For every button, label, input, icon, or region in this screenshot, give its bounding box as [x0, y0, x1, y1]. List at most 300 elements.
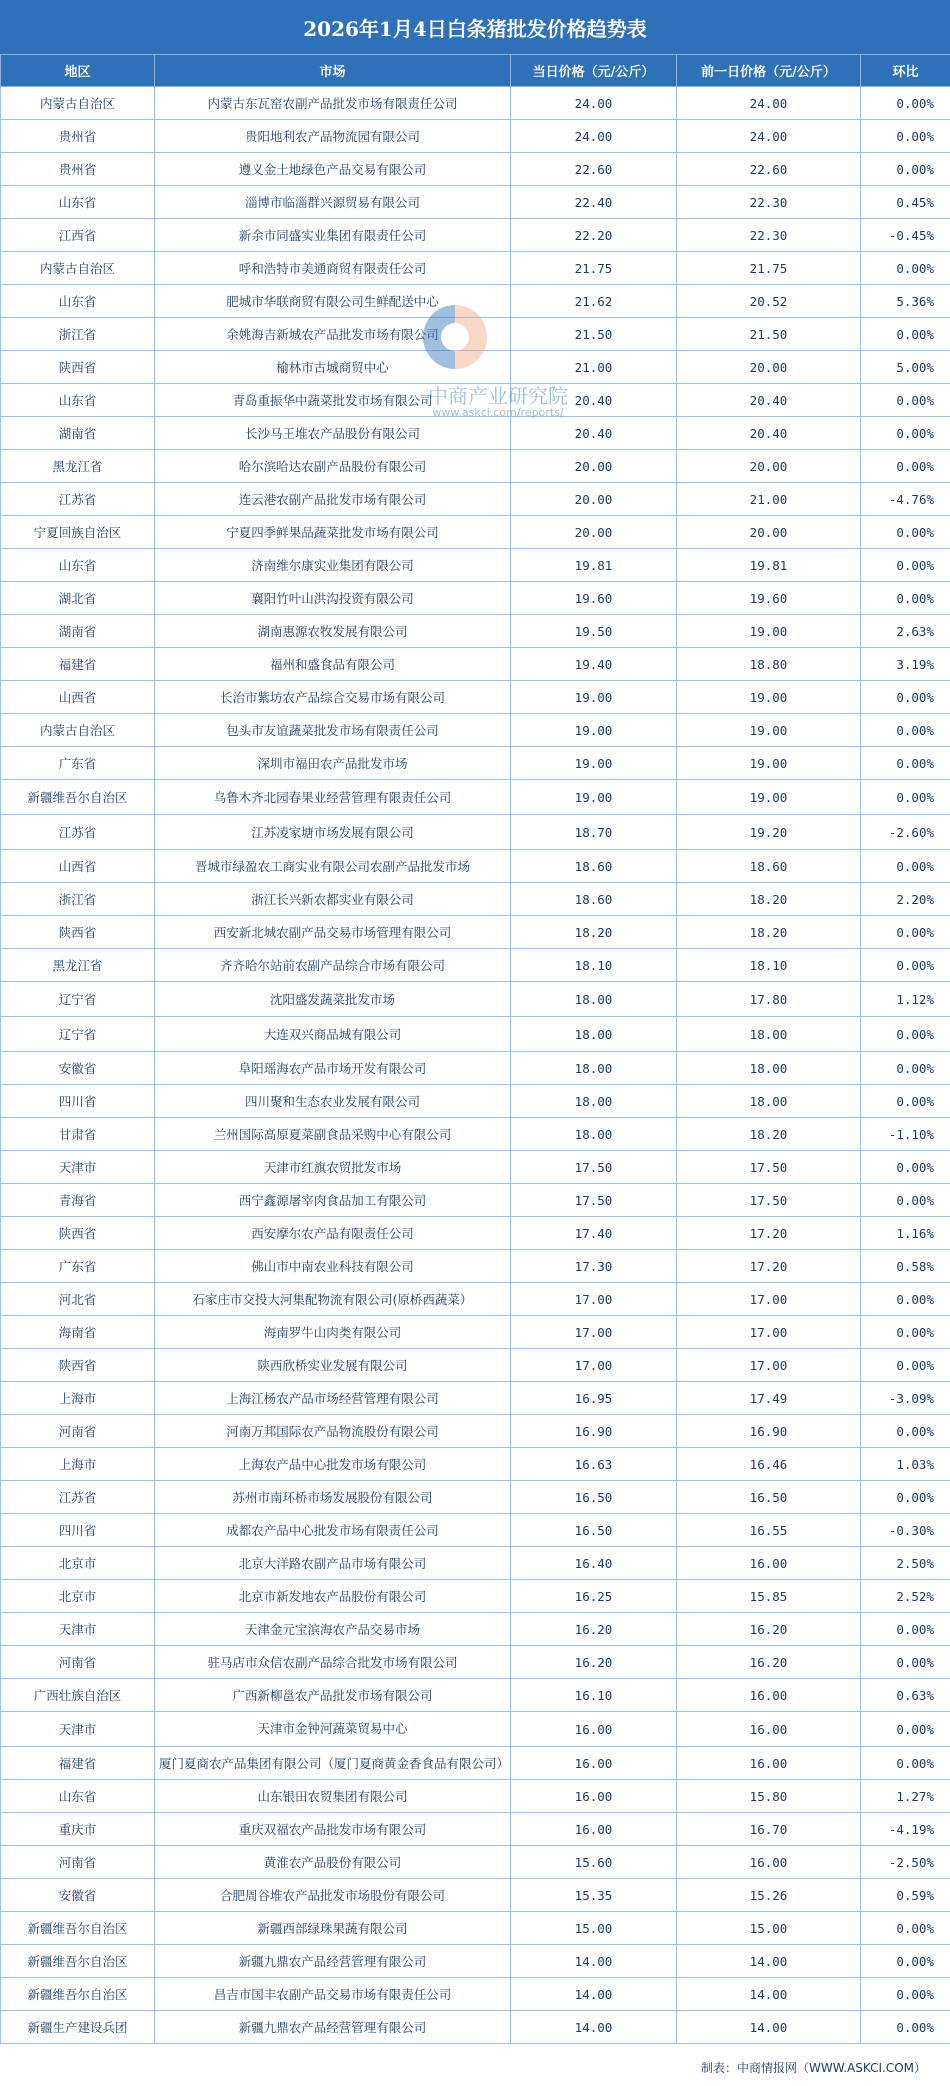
table-row [1, 1547, 950, 1580]
table-row [1, 483, 950, 516]
market-cell: 新余市同盛实业集团有限责任公司 [155, 219, 511, 252]
current-price-cell: 18.00 [511, 982, 677, 1017]
change-cell: -4.76% [861, 483, 950, 516]
previous-price-cell: 14.00 [677, 1945, 861, 1978]
region-cell: 广东省 [1, 747, 155, 780]
header-previous-price: 前一日价格（元/公斤） [677, 55, 861, 87]
change-cell: 0.00% [861, 949, 950, 982]
current-price-cell: 19.40 [511, 648, 677, 681]
current-price-cell: 21.50 [511, 318, 677, 351]
market-cell: 苏州市南环桥市场发展股份有限公司 [155, 1481, 511, 1514]
current-price-cell: 14.00 [511, 1945, 677, 1978]
previous-price-cell: 16.00 [677, 1747, 861, 1780]
region-cell: 山东省 [1, 1780, 155, 1813]
change-cell: 0.00% [861, 318, 950, 351]
previous-price-cell: 16.20 [677, 1613, 861, 1646]
previous-price-cell: 18.00 [677, 1052, 861, 1085]
current-price-cell: 19.00 [511, 780, 677, 815]
previous-price-cell: 16.00 [677, 1679, 861, 1712]
current-price-cell: 17.40 [511, 1217, 677, 1250]
region-cell: 天津市 [1, 1613, 155, 1646]
market-cell: 上海农产品中心批发市场有限公司 [155, 1448, 511, 1481]
market-cell: 湖南惠源农牧发展有限公司 [155, 615, 511, 648]
market-cell: 新疆九鼎农产品经营管理有限公司 [155, 2011, 511, 2044]
current-price-cell: 17.50 [511, 1184, 677, 1217]
market-cell: 济南维尔康实业集团有限公司 [155, 549, 511, 582]
table-row [1, 916, 950, 949]
market-cell: 西宁鑫源屠宰肉食品加工有限公司 [155, 1184, 511, 1217]
market-cell: 贵阳地利农产品物流园有限公司 [155, 120, 511, 153]
previous-price-cell: 16.55 [677, 1514, 861, 1547]
table-row [1, 351, 950, 384]
previous-price-cell: 21.00 [677, 483, 861, 516]
market-cell: 包头市友谊蔬菜批发市场有限责任公司 [155, 714, 511, 747]
header-change: 环比 [861, 55, 950, 87]
current-price-cell: 19.50 [511, 615, 677, 648]
market-cell: 昌吉市国丰农副产品交易市场有限责任公司 [155, 1978, 511, 2011]
previous-price-cell: 20.00 [677, 351, 861, 384]
current-price-cell: 16.50 [511, 1514, 677, 1547]
previous-price-cell: 19.00 [677, 714, 861, 747]
market-cell: 福州和盛食品有限公司 [155, 648, 511, 681]
region-cell: 陕西省 [1, 916, 155, 949]
previous-price-cell: 18.60 [677, 850, 861, 883]
change-cell: 0.45% [861, 186, 950, 219]
region-cell: 新疆维吾尔自治区 [1, 1978, 155, 2011]
table-row [1, 1646, 950, 1679]
market-cell: 青岛重振华中蔬菜批发市场有限公司 [155, 384, 511, 417]
change-cell: 0.63% [861, 1679, 950, 1712]
region-cell: 安徽省 [1, 1879, 155, 1912]
market-cell: 余姚海吉新城农产品批发市场有限公司 [155, 318, 511, 351]
region-cell: 安徽省 [1, 1052, 155, 1085]
current-price-cell: 15.35 [511, 1879, 677, 1912]
change-cell: 0.00% [861, 1283, 950, 1316]
market-cell: 大连双兴商品城有限公司 [155, 1017, 511, 1052]
change-cell: 0.00% [861, 747, 950, 780]
previous-price-cell: 16.46 [677, 1448, 861, 1481]
current-price-cell: 20.40 [511, 384, 677, 417]
current-price-cell: 18.20 [511, 916, 677, 949]
region-cell: 贵州省 [1, 120, 155, 153]
market-cell: 长沙马王堆农产品股份有限公司 [155, 417, 511, 450]
header-market: 市场 [155, 55, 511, 87]
previous-price-cell: 14.00 [677, 2011, 861, 2044]
change-cell: -0.45% [861, 219, 950, 252]
previous-price-cell: 18.00 [677, 1017, 861, 1052]
previous-price-cell: 20.40 [677, 417, 861, 450]
current-price-cell: 22.20 [511, 219, 677, 252]
table-row [1, 285, 950, 318]
market-cell: 深圳市福田农产品批发市场 [155, 747, 511, 780]
market-cell: 成都农产品中心批发市场有限责任公司 [155, 1514, 511, 1547]
table-row [1, 450, 950, 483]
market-cell: 遵义金土地绿色产品交易有限公司 [155, 153, 511, 186]
market-cell: 驻马店市众信农副产品综合批发市场有限公司 [155, 1646, 511, 1679]
current-price-cell: 17.50 [511, 1151, 677, 1184]
watermark-url: www.askci.com/reports/ [432, 406, 564, 419]
region-cell: 宁夏回族自治区 [1, 516, 155, 549]
market-cell: 上海江杨农产品市场经营管理有限公司 [155, 1382, 511, 1415]
change-cell: 1.12% [861, 982, 950, 1017]
table-row [1, 1613, 950, 1646]
region-cell: 贵州省 [1, 153, 155, 186]
previous-price-cell: 16.00 [677, 1712, 861, 1747]
current-price-cell: 20.40 [511, 417, 677, 450]
table-row [1, 1580, 950, 1613]
change-cell: 0.00% [861, 1184, 950, 1217]
market-cell: 新疆九鼎农产品经营管理有限公司 [155, 1945, 511, 1978]
region-cell: 山东省 [1, 285, 155, 318]
region-cell: 天津市 [1, 1712, 155, 1747]
change-cell: 0.00% [861, 1017, 950, 1052]
table-row [1, 982, 950, 1017]
previous-price-cell: 19.00 [677, 780, 861, 815]
change-cell: 0.00% [861, 384, 950, 417]
current-price-cell: 17.30 [511, 1250, 677, 1283]
market-cell: 山东银田农贸集团有限公司 [155, 1780, 511, 1813]
market-cell: 西安摩尔农产品有限责任公司 [155, 1217, 511, 1250]
change-cell: 3.19% [861, 648, 950, 681]
previous-price-cell: 20.00 [677, 450, 861, 483]
table-row [1, 1813, 950, 1846]
table-row [1, 219, 950, 252]
region-cell: 天津市 [1, 1151, 155, 1184]
change-cell: -4.19% [861, 1813, 950, 1846]
current-price-cell: 19.00 [511, 681, 677, 714]
previous-price-cell: 16.00 [677, 1846, 861, 1879]
previous-price-cell: 17.49 [677, 1382, 861, 1415]
market-cell: 连云港农副产品批发市场有限公司 [155, 483, 511, 516]
table-row [1, 252, 950, 285]
table-row [1, 2011, 950, 2044]
current-price-cell: 14.00 [511, 2011, 677, 2044]
current-price-cell: 18.10 [511, 949, 677, 982]
table-row [1, 1679, 950, 1712]
current-price-cell: 21.00 [511, 351, 677, 384]
table-row [1, 582, 950, 615]
change-cell: 0.00% [861, 1349, 950, 1382]
table-row [1, 1945, 950, 1978]
market-cell: 陕西欣桥实业发展有限公司 [155, 1349, 511, 1382]
region-cell: 上海市 [1, 1382, 155, 1415]
market-cell: 天津市金钟河蔬菜贸易中心 [155, 1712, 511, 1747]
table-row [1, 1052, 950, 1085]
market-cell: 淄博市临淄群兴源贸易有限公司 [155, 186, 511, 219]
header-row [1, 55, 950, 87]
market-cell: 哈尔滨哈达农副产品股份有限公司 [155, 450, 511, 483]
previous-price-cell: 17.00 [677, 1283, 861, 1316]
current-price-cell: 19.00 [511, 714, 677, 747]
previous-price-cell: 16.90 [677, 1415, 861, 1448]
previous-price-cell: 18.20 [677, 1118, 861, 1151]
current-price-cell: 16.50 [511, 1481, 677, 1514]
previous-price-cell: 18.20 [677, 916, 861, 949]
market-cell: 肥城市华联商贸有限公司生鲜配送中心 [155, 285, 511, 318]
region-cell: 上海市 [1, 1448, 155, 1481]
current-price-cell: 18.60 [511, 883, 677, 916]
table-row [1, 1250, 950, 1283]
table-row [1, 714, 950, 747]
current-price-cell: 16.95 [511, 1382, 677, 1415]
current-price-cell: 16.63 [511, 1448, 677, 1481]
market-cell: 襄阳竹叶山洪沟投资有限公司 [155, 582, 511, 615]
market-cell: 四川聚和生态农业发展有限公司 [155, 1085, 511, 1118]
table-row [1, 681, 950, 714]
region-cell: 福建省 [1, 1747, 155, 1780]
region-cell: 新疆生产建设兵团 [1, 2011, 155, 2044]
previous-price-cell: 18.10 [677, 949, 861, 982]
change-cell: 0.00% [861, 582, 950, 615]
table-row [1, 120, 950, 153]
change-cell: 0.00% [861, 1945, 950, 1978]
market-cell: 内蒙古东瓦窑农副产品批发市场有限责任公司 [155, 87, 511, 120]
region-cell: 北京市 [1, 1580, 155, 1613]
market-cell: 天津金元宝滨海农产品交易市场 [155, 1613, 511, 1646]
previous-price-cell: 19.60 [677, 582, 861, 615]
change-cell: 0.00% [861, 1085, 950, 1118]
region-cell: 浙江省 [1, 318, 155, 351]
region-cell: 河南省 [1, 1646, 155, 1679]
current-price-cell: 16.10 [511, 1679, 677, 1712]
market-cell: 榆林市古城商贸中心 [155, 351, 511, 384]
region-cell: 山西省 [1, 850, 155, 883]
region-cell: 陕西省 [1, 1349, 155, 1382]
change-cell: 0.00% [861, 450, 950, 483]
current-price-cell: 18.00 [511, 1052, 677, 1085]
previous-price-cell: 18.00 [677, 1085, 861, 1118]
previous-price-cell: 16.50 [677, 1481, 861, 1514]
table-row [1, 87, 950, 120]
previous-price-cell: 17.20 [677, 1250, 861, 1283]
current-price-cell: 17.00 [511, 1316, 677, 1349]
region-cell: 湖北省 [1, 582, 155, 615]
region-cell: 江苏省 [1, 815, 155, 850]
current-price-cell: 16.20 [511, 1613, 677, 1646]
table-row [1, 1184, 950, 1217]
market-cell: 晋城市绿盈农工商实业有限公司农副产品批发市场 [155, 850, 511, 883]
current-price-cell: 20.00 [511, 516, 677, 549]
table-row [1, 850, 950, 883]
change-cell: 0.00% [861, 252, 950, 285]
current-price-cell: 22.60 [511, 153, 677, 186]
current-price-cell: 18.00 [511, 1118, 677, 1151]
market-cell: 呼和浩特市美通商贸有限责任公司 [155, 252, 511, 285]
change-cell: 0.00% [861, 681, 950, 714]
table-row [1, 186, 950, 219]
change-cell: 0.00% [861, 1316, 950, 1349]
market-cell: 江苏凌家塘市场发展有限公司 [155, 815, 511, 850]
current-price-cell: 19.60 [511, 582, 677, 615]
change-cell: 0.00% [861, 87, 950, 120]
header-region: 地区 [1, 55, 155, 87]
region-cell: 青海省 [1, 1184, 155, 1217]
previous-price-cell: 20.40 [677, 384, 861, 417]
region-cell: 江西省 [1, 219, 155, 252]
change-cell: -0.30% [861, 1514, 950, 1547]
previous-price-cell: 21.50 [677, 318, 861, 351]
table-row [1, 1316, 950, 1349]
region-cell: 湖南省 [1, 417, 155, 450]
region-cell: 河北省 [1, 1283, 155, 1316]
current-price-cell: 16.00 [511, 1712, 677, 1747]
previous-price-cell: 15.80 [677, 1780, 861, 1813]
change-cell: -1.10% [861, 1118, 950, 1151]
change-cell: 0.00% [861, 1912, 950, 1945]
table-row [1, 417, 950, 450]
table-row [1, 883, 950, 916]
table-row [1, 815, 950, 850]
table-row [1, 549, 950, 582]
table-row [1, 1085, 950, 1118]
change-cell: 0.00% [861, 1151, 950, 1184]
table-row [1, 516, 950, 549]
table-row [1, 1712, 950, 1747]
market-cell: 重庆双福农产品批发市场有限公司 [155, 1813, 511, 1846]
table-row [1, 949, 950, 982]
previous-price-cell: 17.00 [677, 1316, 861, 1349]
market-cell: 齐齐哈尔站前农副产品综合市场有限公司 [155, 949, 511, 982]
table-body [1, 87, 950, 2044]
table-row [1, 615, 950, 648]
previous-price-cell: 19.81 [677, 549, 861, 582]
table-row [1, 1448, 950, 1481]
current-price-cell: 17.00 [511, 1283, 677, 1316]
change-cell: 0.00% [861, 1978, 950, 2011]
table-row [1, 780, 950, 815]
current-price-cell: 18.00 [511, 1017, 677, 1052]
previous-price-cell: 17.50 [677, 1184, 861, 1217]
current-price-cell: 16.00 [511, 1813, 677, 1846]
region-cell: 辽宁省 [1, 982, 155, 1017]
table-title: 2026年1月4日白条猪批发价格趋势表 [0, 0, 950, 54]
change-cell: 0.00% [861, 1747, 950, 1780]
market-cell: 合肥周谷堆农产品批发市场股份有限公司 [155, 1879, 511, 1912]
change-cell: 0.00% [861, 1052, 950, 1085]
change-cell: 2.52% [861, 1580, 950, 1613]
region-cell: 陕西省 [1, 1217, 155, 1250]
region-cell: 山东省 [1, 384, 155, 417]
region-cell: 辽宁省 [1, 1017, 155, 1052]
market-cell: 厦门夏商农产品集团有限公司（厦门夏商黄金香食品有限公司） [155, 1747, 511, 1780]
current-price-cell: 16.25 [511, 1580, 677, 1613]
market-cell: 阜阳瑶海农产品市场开发有限公司 [155, 1052, 511, 1085]
table-row [1, 1481, 950, 1514]
market-cell: 北京大洋路农副产品市场有限公司 [155, 1547, 511, 1580]
table-row [1, 1912, 950, 1945]
change-cell: 0.00% [861, 1415, 950, 1448]
source-note: 制表：中商情报网（WWW.ASKCI.COM） [701, 2061, 926, 2075]
price-table [0, 54, 950, 2044]
change-cell: 0.00% [861, 1646, 950, 1679]
market-cell: 西安新北城农副产品交易市场管理有限公司 [155, 916, 511, 949]
current-price-cell: 22.40 [511, 186, 677, 219]
market-cell: 海南罗牛山肉类有限公司 [155, 1316, 511, 1349]
region-cell: 浙江省 [1, 883, 155, 916]
previous-price-cell: 24.00 [677, 87, 861, 120]
table-row [1, 1118, 950, 1151]
previous-price-cell: 17.20 [677, 1217, 861, 1250]
previous-price-cell: 22.30 [677, 186, 861, 219]
market-cell: 广西新柳邕农产品批发市场有限公司 [155, 1679, 511, 1712]
market-cell: 宁夏四季鲜果品蔬菜批发市场有限公司 [155, 516, 511, 549]
current-price-cell: 15.00 [511, 1912, 677, 1945]
change-cell: 0.00% [861, 714, 950, 747]
table-row [1, 318, 950, 351]
table-row [1, 1879, 950, 1912]
previous-price-cell: 16.20 [677, 1646, 861, 1679]
region-cell: 内蒙古自治区 [1, 252, 155, 285]
current-price-cell: 24.00 [511, 87, 677, 120]
change-cell: 0.00% [861, 2011, 950, 2044]
change-cell: 0.00% [861, 1712, 950, 1747]
region-cell: 陕西省 [1, 351, 155, 384]
change-cell: 0.00% [861, 153, 950, 186]
region-cell: 山东省 [1, 186, 155, 219]
current-price-cell: 21.62 [511, 285, 677, 318]
table-row [1, 153, 950, 186]
current-price-cell: 20.00 [511, 450, 677, 483]
change-cell: 0.00% [861, 120, 950, 153]
region-cell: 山东省 [1, 549, 155, 582]
previous-price-cell: 14.00 [677, 1978, 861, 2011]
change-cell: 0.00% [861, 916, 950, 949]
previous-price-cell: 16.70 [677, 1813, 861, 1846]
table-row [1, 1283, 950, 1316]
market-cell: 佛山市中南农业科技有限公司 [155, 1250, 511, 1283]
table-row [1, 1514, 950, 1547]
change-cell: 0.00% [861, 850, 950, 883]
current-price-cell: 19.00 [511, 747, 677, 780]
region-cell: 广西壮族自治区 [1, 1679, 155, 1712]
region-cell: 江苏省 [1, 483, 155, 516]
market-cell: 乌鲁木齐北园春果业经营管理有限责任公司 [155, 780, 511, 815]
region-cell: 四川省 [1, 1514, 155, 1547]
previous-price-cell: 18.20 [677, 883, 861, 916]
previous-price-cell: 15.00 [677, 1912, 861, 1945]
previous-price-cell: 19.00 [677, 681, 861, 714]
market-cell: 北京市新发地农产品股份有限公司 [155, 1580, 511, 1613]
current-price-cell: 14.00 [511, 1978, 677, 2011]
region-cell: 新疆维吾尔自治区 [1, 1945, 155, 1978]
market-cell: 浙江长兴新农都实业有限公司 [155, 883, 511, 916]
previous-price-cell: 15.85 [677, 1580, 861, 1613]
current-price-cell: 21.75 [511, 252, 677, 285]
table-row [1, 747, 950, 780]
market-cell: 黄淮农产品股份有限公司 [155, 1846, 511, 1879]
header-current-price: 当日价格（元/公斤） [511, 55, 677, 87]
region-cell: 山西省 [1, 681, 155, 714]
market-cell: 长治市紫坊农产品综合交易市场有限公司 [155, 681, 511, 714]
change-cell: 0.00% [861, 516, 950, 549]
table-row [1, 648, 950, 681]
current-price-cell: 18.60 [511, 850, 677, 883]
previous-price-cell: 22.60 [677, 153, 861, 186]
change-cell: 0.00% [861, 417, 950, 450]
current-price-cell: 16.20 [511, 1646, 677, 1679]
current-price-cell: 18.00 [511, 1085, 677, 1118]
current-price-cell: 16.00 [511, 1780, 677, 1813]
change-cell: 0.00% [861, 1481, 950, 1514]
region-cell: 新疆维吾尔自治区 [1, 1912, 155, 1945]
current-price-cell: 18.70 [511, 815, 677, 850]
region-cell: 广东省 [1, 1250, 155, 1283]
change-cell: 1.16% [861, 1217, 950, 1250]
market-cell: 沈阳盛发蔬菜批发市场 [155, 982, 511, 1017]
previous-price-cell: 15.26 [677, 1879, 861, 1912]
table-row [1, 1217, 950, 1250]
region-cell: 江苏省 [1, 1481, 155, 1514]
